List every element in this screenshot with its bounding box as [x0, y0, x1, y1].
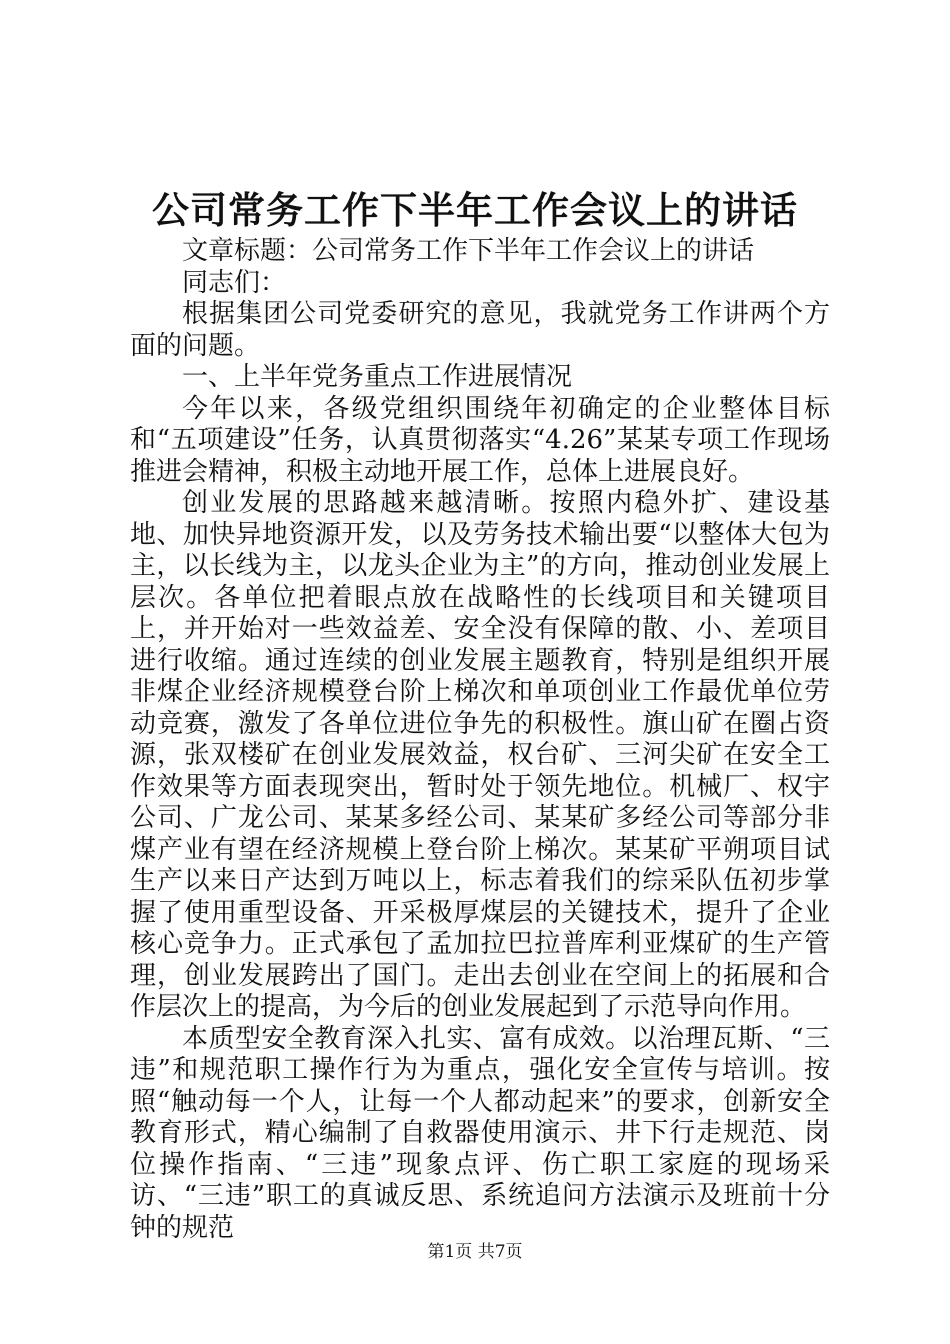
section-heading: 一、上半年党务重点工作进展情况 — [182, 362, 573, 392]
paragraph-business-development: 创业发展的思路越来越清晰。按照内稳外扩、建设基地、加快异地资源开发，以及劳务技术输出要“以整体大包为主，以长线为主，以龙头企业为主”的方向，推动创业发展上层次。各单位把着眼点放在战略性的长线项目和关键项目上，并开始对一些效益差、安全没有保障的散、小、差项目进行收缩。通过连续的创业发展主题教育，特别是组织开展非煤企业经济规模登台阶上梯次和单项创业工作最优单位劳动竞赛，激发了各单位进位争先的积极性。旗山矿在圈占资源，张双楼矿在创业发展效益，权台矿、三河尖矿在安全工作效果等方面表现突出，暂时处于领先地位。机械厂、权宇公司、广龙公司、某某多经公司、某某矿多经公司等部分非煤产业有望在经济规模上登台阶上梯次。某某矿平朔项目试生产以来日产达到万吨以上，标志着我们的综采队伍初步掌握了使用重型设备、开采极厚煤层的关键技术，提升了企业核心竞争力。正式承包了孟加拉巴拉普库利亚煤矿的生产管理，创业发展跨出了国门。走出去创业在空间上的拓展和合作层次上的提高，为今后的创业发展起到了示范导向作用。 — [130, 488, 830, 1022]
paragraph-safety-education: 本质型安全教育深入扎实、富有成效。以治理瓦斯、“三违”和规范职工操作行为为重点，强化安全宣传与培训。按照“触动每一个人，让每一个人都动起来”的要求，创新安全教育形式，精心编制了自救器使用演示、井下行走规范、岗位操作指南、“三违”现象点评、伤亡职工家庭的现场采访、“三违”职工的真诚反思、系统追问方法演示及班前十分钟的规范 — [130, 1023, 830, 1243]
paragraph-intro: 根据集团公司党委研究的意见，我就党务工作讲两个方面的问题。 — [130, 299, 830, 361]
paragraph-salutation: 同志们： — [182, 267, 287, 298]
document-title: 公司常务工作下半年工作会议上的讲话 — [152, 188, 798, 232]
paragraph-article-title: 文章标题：公司常务工作下半年工作会议上的讲话 — [182, 236, 755, 266]
paragraph-progress-summary: 今年以来，各级党组织围绕年初确定的企业整体目标和“五项建设”任务，认真贯彻落实“4.26”某某专项工作现场推进会精神，积极主动地开展工作，总体上进展良好。 — [130, 393, 830, 487]
page-number-footer: 第1页 共7页 — [427, 1242, 523, 1262]
document-body — [130, 236, 830, 1244]
